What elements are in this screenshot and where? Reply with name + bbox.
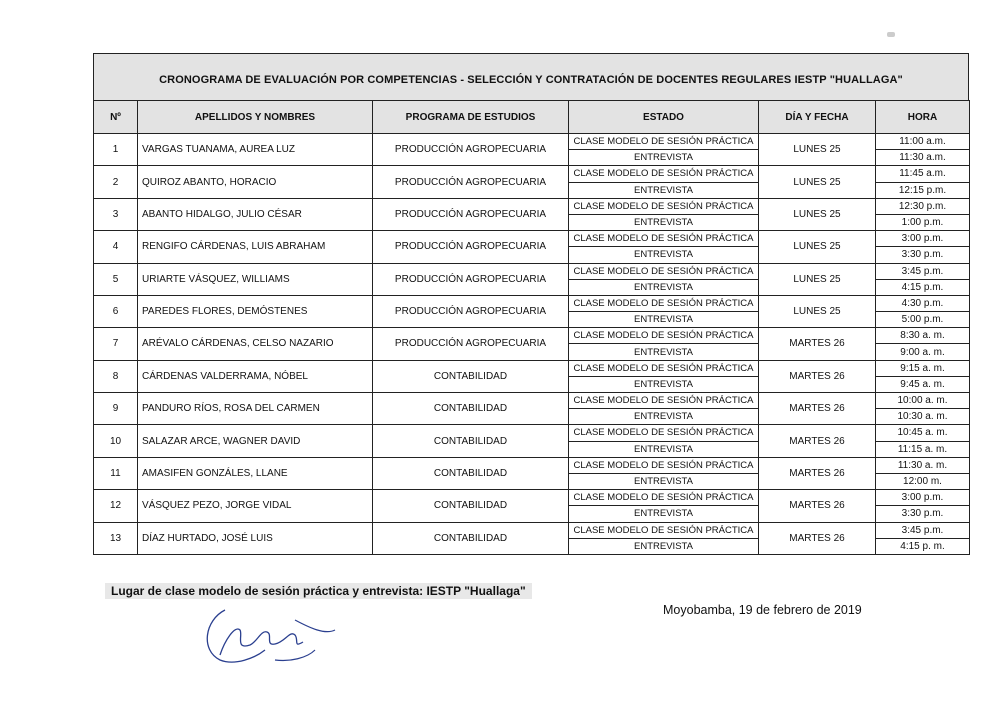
header-name: APELLIDOS Y NOMBRES xyxy=(138,101,373,134)
day-date: LUNES 25 xyxy=(759,198,876,230)
state-interview: ENTREVISTA xyxy=(569,409,759,425)
day-date: MARTES 26 xyxy=(759,393,876,425)
time-interview: 4:15 p.m. xyxy=(876,279,970,295)
header-state: ESTADO xyxy=(569,101,759,134)
table-row xyxy=(94,328,970,344)
state-interview: ENTREVISTA xyxy=(569,182,759,198)
state-interview: ENTREVISTA xyxy=(569,344,759,360)
time-class: 11:30 a. m. xyxy=(876,457,970,473)
place-date: Moyobamba, 19 de febrero de 2019 xyxy=(663,603,862,617)
row-number: 6 xyxy=(94,295,138,327)
day-date: MARTES 26 xyxy=(759,425,876,457)
row-number: 11 xyxy=(94,457,138,489)
table-row xyxy=(94,490,970,506)
row-number: 12 xyxy=(94,490,138,522)
time-interview: 5:00 p.m. xyxy=(876,312,970,328)
row-number: 13 xyxy=(94,522,138,554)
state-interview: ENTREVISTA xyxy=(569,506,759,522)
candidate-name: QUIROZ ABANTO, HORACIO xyxy=(138,166,373,198)
candidate-name: ARÉVALO CÁRDENAS, CELSO NAZARIO xyxy=(138,328,373,360)
state-class: CLASE MODELO DE SESIÓN PRÁCTICA xyxy=(569,134,759,150)
scan-mark xyxy=(887,32,895,37)
header-num: Nº xyxy=(94,101,138,134)
table-row xyxy=(94,360,970,376)
day-date: MARTES 26 xyxy=(759,457,876,489)
state-class: CLASE MODELO DE SESIÓN PRÁCTICA xyxy=(569,393,759,409)
study-program: CONTABILIDAD xyxy=(373,360,569,392)
table-header-row xyxy=(94,101,970,134)
row-number: 5 xyxy=(94,263,138,295)
study-program: CONTABILIDAD xyxy=(373,457,569,489)
day-date: MARTES 26 xyxy=(759,360,876,392)
state-interview: ENTREVISTA xyxy=(569,247,759,263)
time-class: 11:00 a.m. xyxy=(876,134,970,150)
time-class: 10:00 a. m. xyxy=(876,393,970,409)
study-program: CONTABILIDAD xyxy=(373,490,569,522)
table-row xyxy=(94,393,970,409)
time-interview: 11:15 a. m. xyxy=(876,441,970,457)
table-row xyxy=(94,231,970,247)
table-row xyxy=(94,263,970,279)
time-class: 3:00 p.m. xyxy=(876,490,970,506)
study-program: PRODUCCIÓN AGROPECUARIA xyxy=(373,263,569,295)
time-class: 8:30 a. m. xyxy=(876,328,970,344)
row-number: 2 xyxy=(94,166,138,198)
candidate-name: RENGIFO CÁRDENAS, LUIS ABRAHAM xyxy=(138,231,373,263)
study-program: PRODUCCIÓN AGROPECUARIA xyxy=(373,231,569,263)
day-date: MARTES 26 xyxy=(759,490,876,522)
candidate-name: SALAZAR ARCE, WAGNER DAVID xyxy=(138,425,373,457)
time-class: 3:45 p.m. xyxy=(876,263,970,279)
time-class: 12:30 p.m. xyxy=(876,198,970,214)
time-interview: 3:30 p.m. xyxy=(876,506,970,522)
state-interview: ENTREVISTA xyxy=(569,441,759,457)
time-interview: 3:30 p.m. xyxy=(876,247,970,263)
candidate-name: DÍAZ HURTADO, JOSÉ LUIS xyxy=(138,522,373,554)
study-program: CONTABILIDAD xyxy=(373,393,569,425)
study-program: PRODUCCIÓN AGROPECUARIA xyxy=(373,166,569,198)
time-interview: 1:00 p.m. xyxy=(876,214,970,230)
table-row xyxy=(94,457,970,473)
table-row xyxy=(94,425,970,441)
day-date: MARTES 26 xyxy=(759,328,876,360)
time-class: 4:30 p.m. xyxy=(876,295,970,311)
time-interview: 4:15 p. m. xyxy=(876,538,970,554)
state-class: CLASE MODELO DE SESIÓN PRÁCTICA xyxy=(569,166,759,182)
row-number: 1 xyxy=(94,134,138,166)
time-class: 3:45 p.m. xyxy=(876,522,970,538)
day-date: LUNES 25 xyxy=(759,166,876,198)
table-row xyxy=(94,295,970,311)
schedule-table xyxy=(93,100,970,555)
row-number: 3 xyxy=(94,198,138,230)
study-program: PRODUCCIÓN AGROPECUARIA xyxy=(373,295,569,327)
schedule-sheet xyxy=(93,53,969,555)
state-class: CLASE MODELO DE SESIÓN PRÁCTICA xyxy=(569,231,759,247)
row-number: 4 xyxy=(94,231,138,263)
study-program: PRODUCCIÓN AGROPECUARIA xyxy=(373,198,569,230)
table-row xyxy=(94,522,970,538)
header-day: DÍA Y FECHA xyxy=(759,101,876,134)
time-interview: 12:15 p.m. xyxy=(876,182,970,198)
footer-note: Lugar de clase modelo de sesión práctica y entrevista: IESTP "Huallaga" xyxy=(105,583,532,599)
candidate-name: AMASIFEN GONZÁLES, LLANE xyxy=(138,457,373,489)
candidate-name: VARGAS TUANAMA, AUREA LUZ xyxy=(138,134,373,166)
time-class: 3:00 p.m. xyxy=(876,231,970,247)
row-number: 7 xyxy=(94,328,138,360)
time-interview: 9:00 a. m. xyxy=(876,344,970,360)
day-date: LUNES 25 xyxy=(759,295,876,327)
table-row xyxy=(94,198,970,214)
candidate-name: URIARTE VÁSQUEZ, WILLIAMS xyxy=(138,263,373,295)
time-interview: 10:30 a. m. xyxy=(876,409,970,425)
day-date: MARTES 26 xyxy=(759,522,876,554)
day-date: LUNES 25 xyxy=(759,134,876,166)
time-interview: 11:30 a.m. xyxy=(876,150,970,166)
state-class: CLASE MODELO DE SESIÓN PRÁCTICA xyxy=(569,457,759,473)
candidate-name: PANDURO RÍOS, ROSA DEL CARMEN xyxy=(138,393,373,425)
study-program: CONTABILIDAD xyxy=(373,522,569,554)
day-date: LUNES 25 xyxy=(759,263,876,295)
time-class: 10:45 a. m. xyxy=(876,425,970,441)
state-interview: ENTREVISTA xyxy=(569,279,759,295)
state-class: CLASE MODELO DE SESIÓN PRÁCTICA xyxy=(569,328,759,344)
row-number: 9 xyxy=(94,393,138,425)
time-class: 11:45 a.m. xyxy=(876,166,970,182)
state-class: CLASE MODELO DE SESIÓN PRÁCTICA xyxy=(569,490,759,506)
time-interview: 12:00 m. xyxy=(876,473,970,489)
time-class: 9:15 a. m. xyxy=(876,360,970,376)
state-class: CLASE MODELO DE SESIÓN PRÁCTICA xyxy=(569,198,759,214)
state-interview: ENTREVISTA xyxy=(569,312,759,328)
candidate-name: PAREDES FLORES, DEMÓSTENES xyxy=(138,295,373,327)
state-class: CLASE MODELO DE SESIÓN PRÁCTICA xyxy=(569,425,759,441)
day-date: LUNES 25 xyxy=(759,231,876,263)
signature xyxy=(195,600,345,670)
candidate-name: VÁSQUEZ PEZO, JORGE VIDAL xyxy=(138,490,373,522)
study-program: PRODUCCIÓN AGROPECUARIA xyxy=(373,328,569,360)
state-interview: ENTREVISTA xyxy=(569,150,759,166)
header-program: PROGRAMA DE ESTUDIOS xyxy=(373,101,569,134)
state-interview: ENTREVISTA xyxy=(569,473,759,489)
candidate-name: CÁRDENAS VALDERRAMA, NÓBEL xyxy=(138,360,373,392)
table-row xyxy=(94,134,970,150)
state-interview: ENTREVISTA xyxy=(569,538,759,554)
study-program: PRODUCCIÓN AGROPECUARIA xyxy=(373,134,569,166)
state-class: CLASE MODELO DE SESIÓN PRÁCTICA xyxy=(569,522,759,538)
state-class: CLASE MODELO DE SESIÓN PRÁCTICA xyxy=(569,295,759,311)
row-number: 8 xyxy=(94,360,138,392)
document-title: CRONOGRAMA DE EVALUACIÓN POR COMPETENCIAS - SELECCIÓN Y CONTRATACIÓN DE DOCENTES REGULARES IESTP "HUALLAGA" xyxy=(93,53,969,100)
study-program: CONTABILIDAD xyxy=(373,425,569,457)
table-row xyxy=(94,166,970,182)
state-class: CLASE MODELO DE SESIÓN PRÁCTICA xyxy=(569,263,759,279)
state-class: CLASE MODELO DE SESIÓN PRÁCTICA xyxy=(569,360,759,376)
row-number: 10 xyxy=(94,425,138,457)
state-interview: ENTREVISTA xyxy=(569,214,759,230)
state-interview: ENTREVISTA xyxy=(569,376,759,392)
time-interview: 9:45 a. m. xyxy=(876,376,970,392)
candidate-name: ABANTO HIDALGO, JULIO CÉSAR xyxy=(138,198,373,230)
table-body xyxy=(94,134,970,555)
header-time: HORA xyxy=(876,101,970,134)
